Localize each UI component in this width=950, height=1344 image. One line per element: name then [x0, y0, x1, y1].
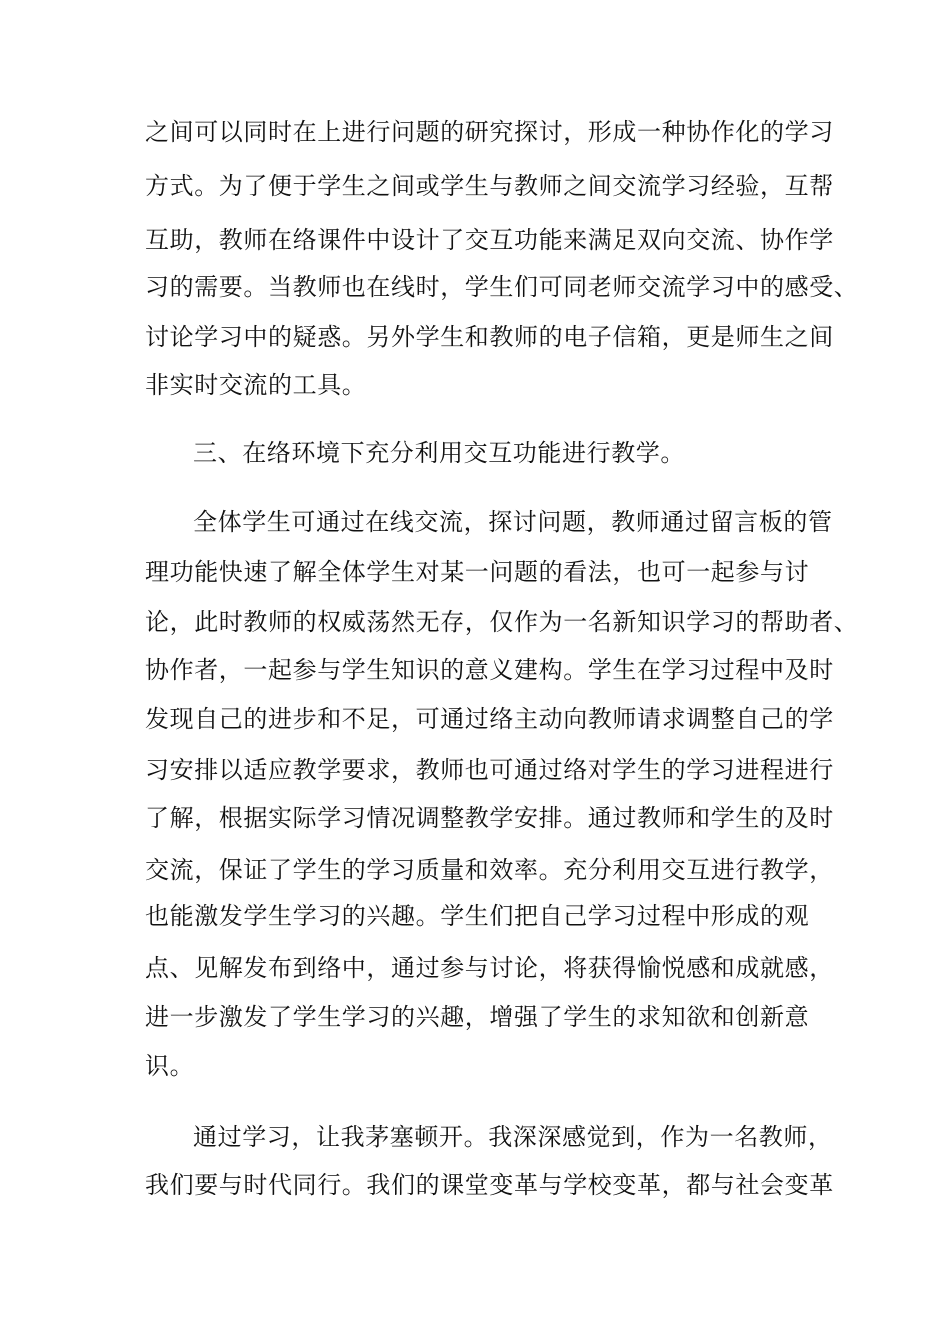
- paragraph-1-line-3: 互助，教师在络课件中设计了交互功能来满足双向交流、协作学: [145, 226, 834, 254]
- paragraph-2-line-1: 全体学生可通过在线交流，探讨问题，教师通过留言板的管: [193, 508, 833, 536]
- paragraph-2-line-2: 理功能快速了解全体学生对某一问题的看法，也可一起参与讨: [145, 558, 810, 586]
- paragraph-2-line-10: 点、见解发布到络中，通过参与讨论，将获得愉悦感和成就感，: [145, 954, 834, 982]
- paragraph-2-line-8: 交流，保证了学生的学习质量和效率。充分利用交互进行教学，: [145, 856, 834, 884]
- paragraph-2-line-12: 识。: [145, 1052, 195, 1080]
- paragraph-3-line-1: 通过学习，让我茅塞顿开。我深深感觉到，作为一名教师，: [193, 1123, 833, 1151]
- paragraph-2-line-9: 也能激发学生学习的兴趣。学生们把自己学习过程中形成的观: [145, 902, 810, 930]
- paragraph-1-line-4: 习的需要。当教师也在线时，学生们可同老师交流学习中的感受、: [145, 273, 859, 301]
- paragraph-3-line-2: 我们要与时代同行。我们的课堂变革与学校变革，都与社会变革: [145, 1171, 834, 1199]
- paragraph-2-line-11: 进一步激发了学生学习的兴趣，增强了学生的求知欲和创新意: [145, 1003, 810, 1031]
- paragraph-1-line-1: 之间可以同时在上进行问题的研究探讨，形成一种协作化的学习: [145, 118, 834, 146]
- paragraph-1-line-6: 非实时交流的工具。: [145, 371, 367, 399]
- paragraph-2-line-6: 习安排以适应教学要求，教师也可通过络对学生的学习进程进行: [145, 756, 834, 784]
- section-heading: 三、在络环境下充分利用交互功能进行教学。: [193, 439, 685, 467]
- paragraph-2-line-7: 了解，根据实际学习情况调整教学安排。通过教师和学生的及时: [145, 804, 834, 832]
- paragraph-2-line-4: 协作者，一起参与学生知识的意义建构。学生在学习过程中及时: [145, 656, 834, 684]
- paragraph-1-line-5: 讨论学习中的疑惑。另外学生和教师的电子信箱，更是师生之间: [145, 323, 834, 351]
- paragraph-1-line-2: 方式。为了便于学生之间或学生与教师之间交流学习经验，互帮: [145, 172, 834, 200]
- paragraph-2-line-5: 发现自己的进步和不足，可通过络主动向教师请求调整自己的学: [145, 705, 834, 733]
- paragraph-2-line-3: 论，此时教师的权威荡然无存，仅作为一名新知识学习的帮助者、: [145, 608, 859, 636]
